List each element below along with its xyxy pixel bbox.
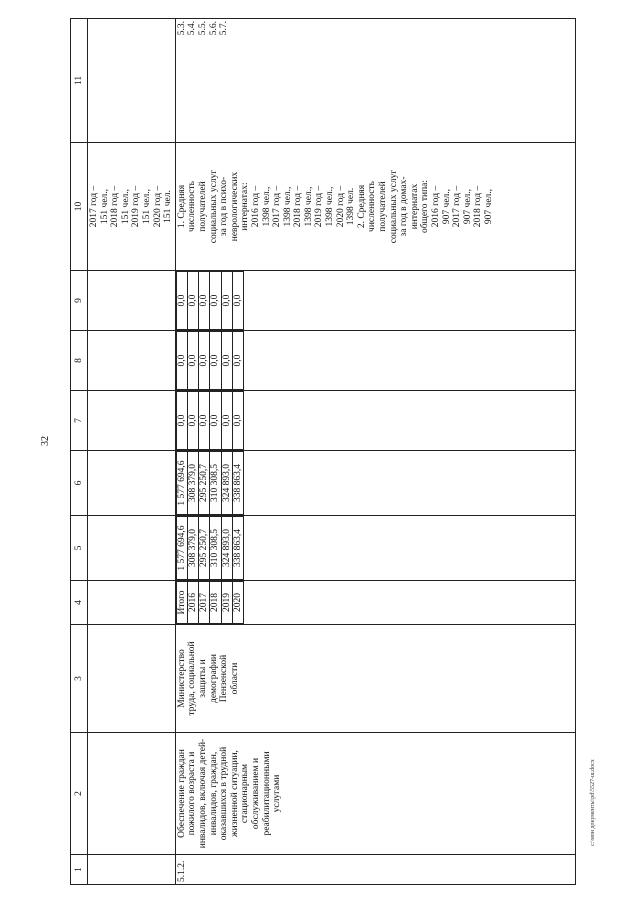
col-header-7: 7 [71,391,88,451]
col-header-2: 2 [71,733,88,855]
federal-budget-list: 0,0 0,0 0,0 0,0 0,0 0,0 [176,391,244,450]
row-number: 5.1.2. [175,855,575,885]
local-budget-cell [175,331,575,391]
col-header-1: 1 [71,855,88,885]
col-header-4: 4 [71,581,88,625]
col-header-6: 6 [71,451,88,516]
col-header-8: 8 [71,331,88,391]
program-table [70,18,576,885]
executor-cell [175,625,575,733]
other-sources-list: 0,0 0,0 0,0 0,0 0,0 0,0 [176,271,244,330]
col-header-10: 10 [71,143,88,271]
indicator-cell [175,143,575,271]
local-budget-list: 0,0 0,0 0,0 0,0 0,0 0,0 [176,331,244,390]
carry-over-row [88,19,176,885]
col-header-11: 11 [71,19,88,143]
years-list: Итого 2016 2017 2018 2019 2020 [176,581,244,624]
carry-over-lines: 2017 год – 151 чел., 2018 год – 151 чел., 2019 год – 151 чел., 2020 год – 151 чел. [89,185,174,228]
measure-cell [175,733,575,855]
regional-budget-cell [175,451,575,516]
measure-lines: Обеспечение граждан пожилого возраста и инвалидов, включая детей- инвалидов, граждан, оказавшихся в трудной жизненной ситуации, стационарным обслуживанием и реабилитационными услугами [176,738,283,849]
total-funding-cell [175,516,575,581]
regional-budget-list: 1 577 694,6 308 379,0 295 250,7 310 308,5 324 893,0 338 863,4 [176,451,244,515]
federal-budget-cell [175,391,575,451]
col-header-3: 3 [71,625,88,733]
col-header-5: 5 [71,516,88,581]
carry-over-indicator-cell [88,143,176,271]
other-sources-cell [175,271,575,331]
total-funding-list: 1 577 694,6 308 379,0 295 250,7 310 308,5 324 893,0 338 863,4 [176,516,244,580]
col-header-9: 9 [71,271,88,331]
years-cell [175,581,575,625]
goal-refs: 5.3. 5.4. 5.5. 5.6. 5.7. [176,21,230,36]
page-number: 32 [40,436,51,446]
header-row [71,19,88,885]
table-row [175,19,575,885]
executor-lines: Министерство труда, социальной защиты и демографии Пензенской области [176,641,240,716]
goal-refs-cell [175,19,575,143]
rotated-table-wrapper [70,19,583,885]
indicator-lines: 1. Средняя численность получателей социальных услуг за год в психо- неврологических интернатах: 2016 год – 1398 чел., 2017 год – 1398 чел., 2018 год – 1398 чел., 2019 год – 1398 чел., 2020 год – 1398 чел. 2. Средняя численность получателей социальных услуг за год в домах- интернатах общего типа: 2016 год – 907 чел., 2017 год – 907 чел., 2018 год – 907 чел., [176,169,494,244]
footer-file-path: c:\мои документы\pd\5527-ш.docx [590,759,596,846]
